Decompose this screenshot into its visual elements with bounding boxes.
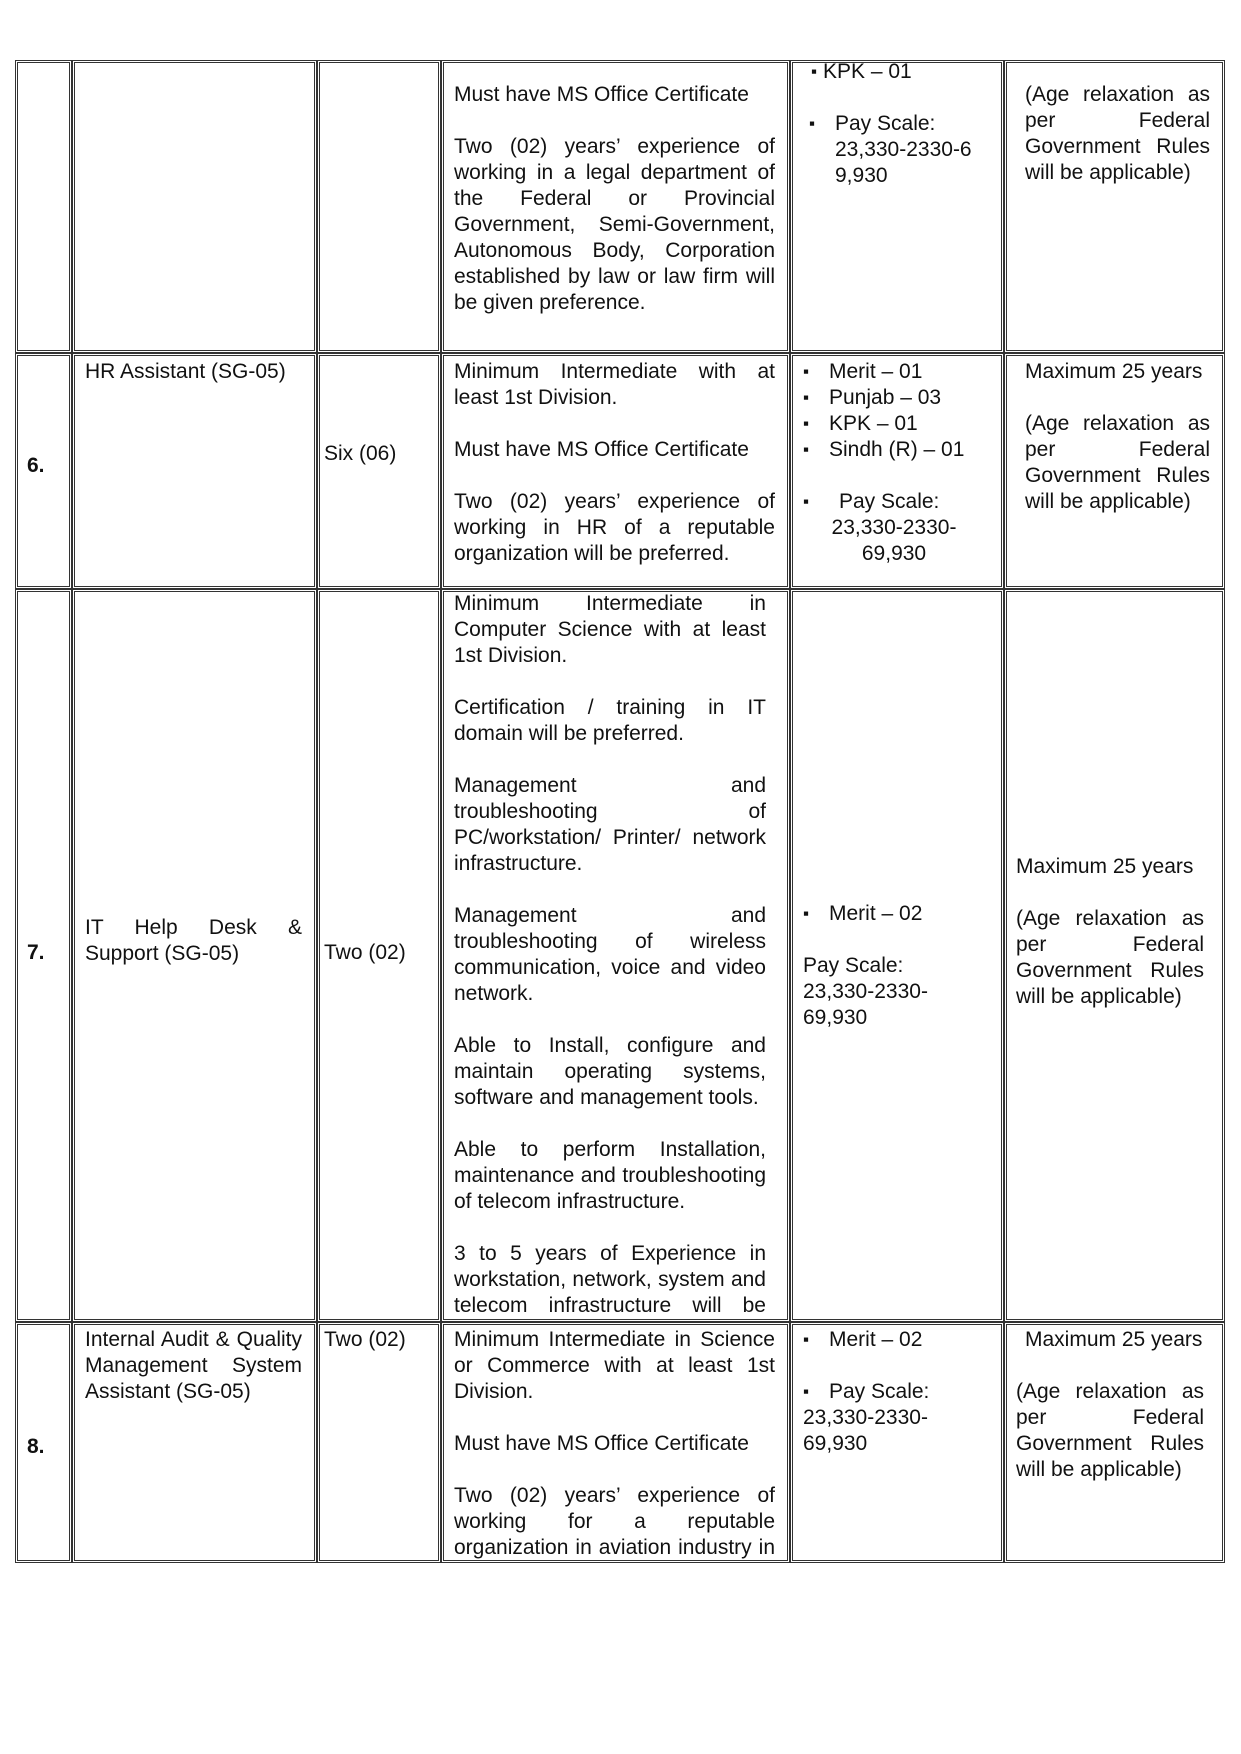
table-row: [15, 353, 1225, 589]
qualification-line: Minimum Intermediate in Science or Commerce with at least 1st Division.: [454, 1328, 775, 1403]
qualification-cell: [441, 353, 790, 589]
age-limit: Maximum 25 years: [1016, 855, 1194, 878]
qualification-cell: [441, 589, 790, 1322]
qualification-line: Minimum Intermediate in Computer Science with at least 1st Division.: [454, 592, 766, 667]
qualification-line: Must have MS Office Certificate: [454, 83, 749, 106]
pay-scale-value: 23,330-2330-69,930: [803, 980, 928, 1029]
serial-number: 6.: [27, 454, 45, 477]
quota-item: ▪ Merit – 01: [795, 359, 989, 385]
age-limit: Maximum 25 years: [1025, 1328, 1203, 1351]
serial-cell: [15, 353, 72, 589]
post-name: HR Assistant (SG-05): [85, 360, 286, 383]
vacancies-cell: [317, 60, 441, 353]
post-name: Internal Audit & Quality Management System Assistant (SG-05): [85, 1328, 302, 1403]
age-relaxation: (Age relaxation as per Federal Government Rules will be applicable): [1025, 83, 1210, 184]
age-relaxation: (Age relaxation as per Federal Government Rules will be applicable): [1016, 907, 1204, 1008]
qualification-line: Must have MS Office Certificate: [454, 1432, 749, 1455]
quota-item: ▪ Merit – 02: [795, 1327, 989, 1353]
age-cell: [1004, 353, 1225, 589]
vacancies-cell: [317, 589, 441, 1322]
pay-scale-value: 23,330-2330-69,930: [835, 138, 972, 187]
quota-cell: [790, 353, 1004, 589]
quota-item: ▪ Punjab – 03: [795, 385, 989, 411]
serial-cell: [15, 60, 72, 353]
quota-cell: [790, 589, 1004, 1322]
pay-scale-label: Pay Scale:: [803, 954, 904, 977]
quota-item: ▪ KPK – 01: [801, 60, 989, 85]
serial-cell: [15, 1322, 72, 1563]
pay-scale-label: ▪ Pay Scale:: [795, 1379, 989, 1405]
post-name: IT Help Desk & Support (SG-05): [85, 916, 302, 965]
pay-scale-value: 23,330-2330-69,930: [803, 1406, 928, 1455]
pay-scale-label: ▪ Pay Scale:: [795, 489, 989, 515]
qualification-line: Two (02) years’ experience of working for a reputable organization in aviation industry in: [454, 1484, 775, 1559]
qualification-line: Two (02) years’ experience of working in HR of a reputable organization will be preferred.: [454, 490, 775, 565]
qualification-line: Able to Install, configure and maintain operating systems, software and management tools.: [454, 1034, 766, 1109]
quota-cell: [790, 1322, 1004, 1563]
recruitment-table: [15, 60, 1225, 1675]
qualification-line: Two (02) years’ experience of working in a legal department of the Federal or Provincial Government, Semi-Government, Autonomous Body, Corporation established by law or law firm will be given preference.: [454, 135, 775, 314]
quota-cell: [790, 60, 1004, 353]
qualification-line: 3 to 5 years of Experience in workstation, network, system and telecom infrastructure will be: [454, 1242, 766, 1317]
vacancies-count: Six (06): [324, 442, 397, 465]
qualification-line: Management and troubleshooting of wireless communication, voice and video network.: [454, 904, 766, 1005]
post-cell: [72, 60, 317, 353]
age-cell: [1004, 60, 1225, 353]
pay-scale-value: 23,330-2330-69,930: [831, 516, 957, 565]
table-row: [15, 589, 1225, 1322]
qualification-line: Must have MS Office Certificate: [454, 438, 749, 461]
serial-cell: [15, 589, 72, 1322]
serial-number: 7.: [27, 941, 45, 964]
qualification-line: Able to perform Installation, maintenance and troubleshooting of telecom infrastructure.: [454, 1138, 766, 1213]
vacancies-cell: [317, 353, 441, 589]
post-cell: [72, 353, 317, 589]
age-cell: [1004, 1322, 1225, 1563]
vacancies-cell: [317, 1322, 441, 1563]
qualification-line: Management and troubleshooting of PC/workstation/ Printer/ network infrastructure.: [454, 774, 766, 875]
quota-item: ▪ Merit – 02: [795, 901, 989, 927]
vacancies-count: Two (02): [324, 1328, 406, 1351]
quota-item: ▪ KPK – 01: [795, 411, 989, 437]
age-limit: Maximum 25 years: [1025, 360, 1203, 383]
qualification-cell: [441, 1322, 790, 1563]
age-cell: [1004, 589, 1225, 1322]
pay-scale-label: ▪ Pay Scale:: [801, 111, 989, 137]
qualification-cell: [441, 60, 790, 353]
table-row: [15, 60, 1225, 353]
age-relaxation: (Age relaxation as per Federal Government Rules will be applicable): [1025, 412, 1210, 513]
table-row: [15, 1322, 1225, 1563]
serial-number: 8.: [27, 1435, 45, 1458]
post-cell: [72, 589, 317, 1322]
post-cell: [72, 1322, 317, 1563]
age-relaxation: (Age relaxation as per Federal Government Rules will be applicable): [1016, 1380, 1204, 1481]
vacancies-count: Two (02): [324, 941, 406, 964]
qualification-line: Certification / training in IT domain will be preferred.: [454, 696, 766, 745]
qualification-line: Minimum Intermediate with at least 1st Division.: [454, 360, 775, 409]
quota-item: ▪ Sindh (R) – 01: [795, 437, 989, 463]
